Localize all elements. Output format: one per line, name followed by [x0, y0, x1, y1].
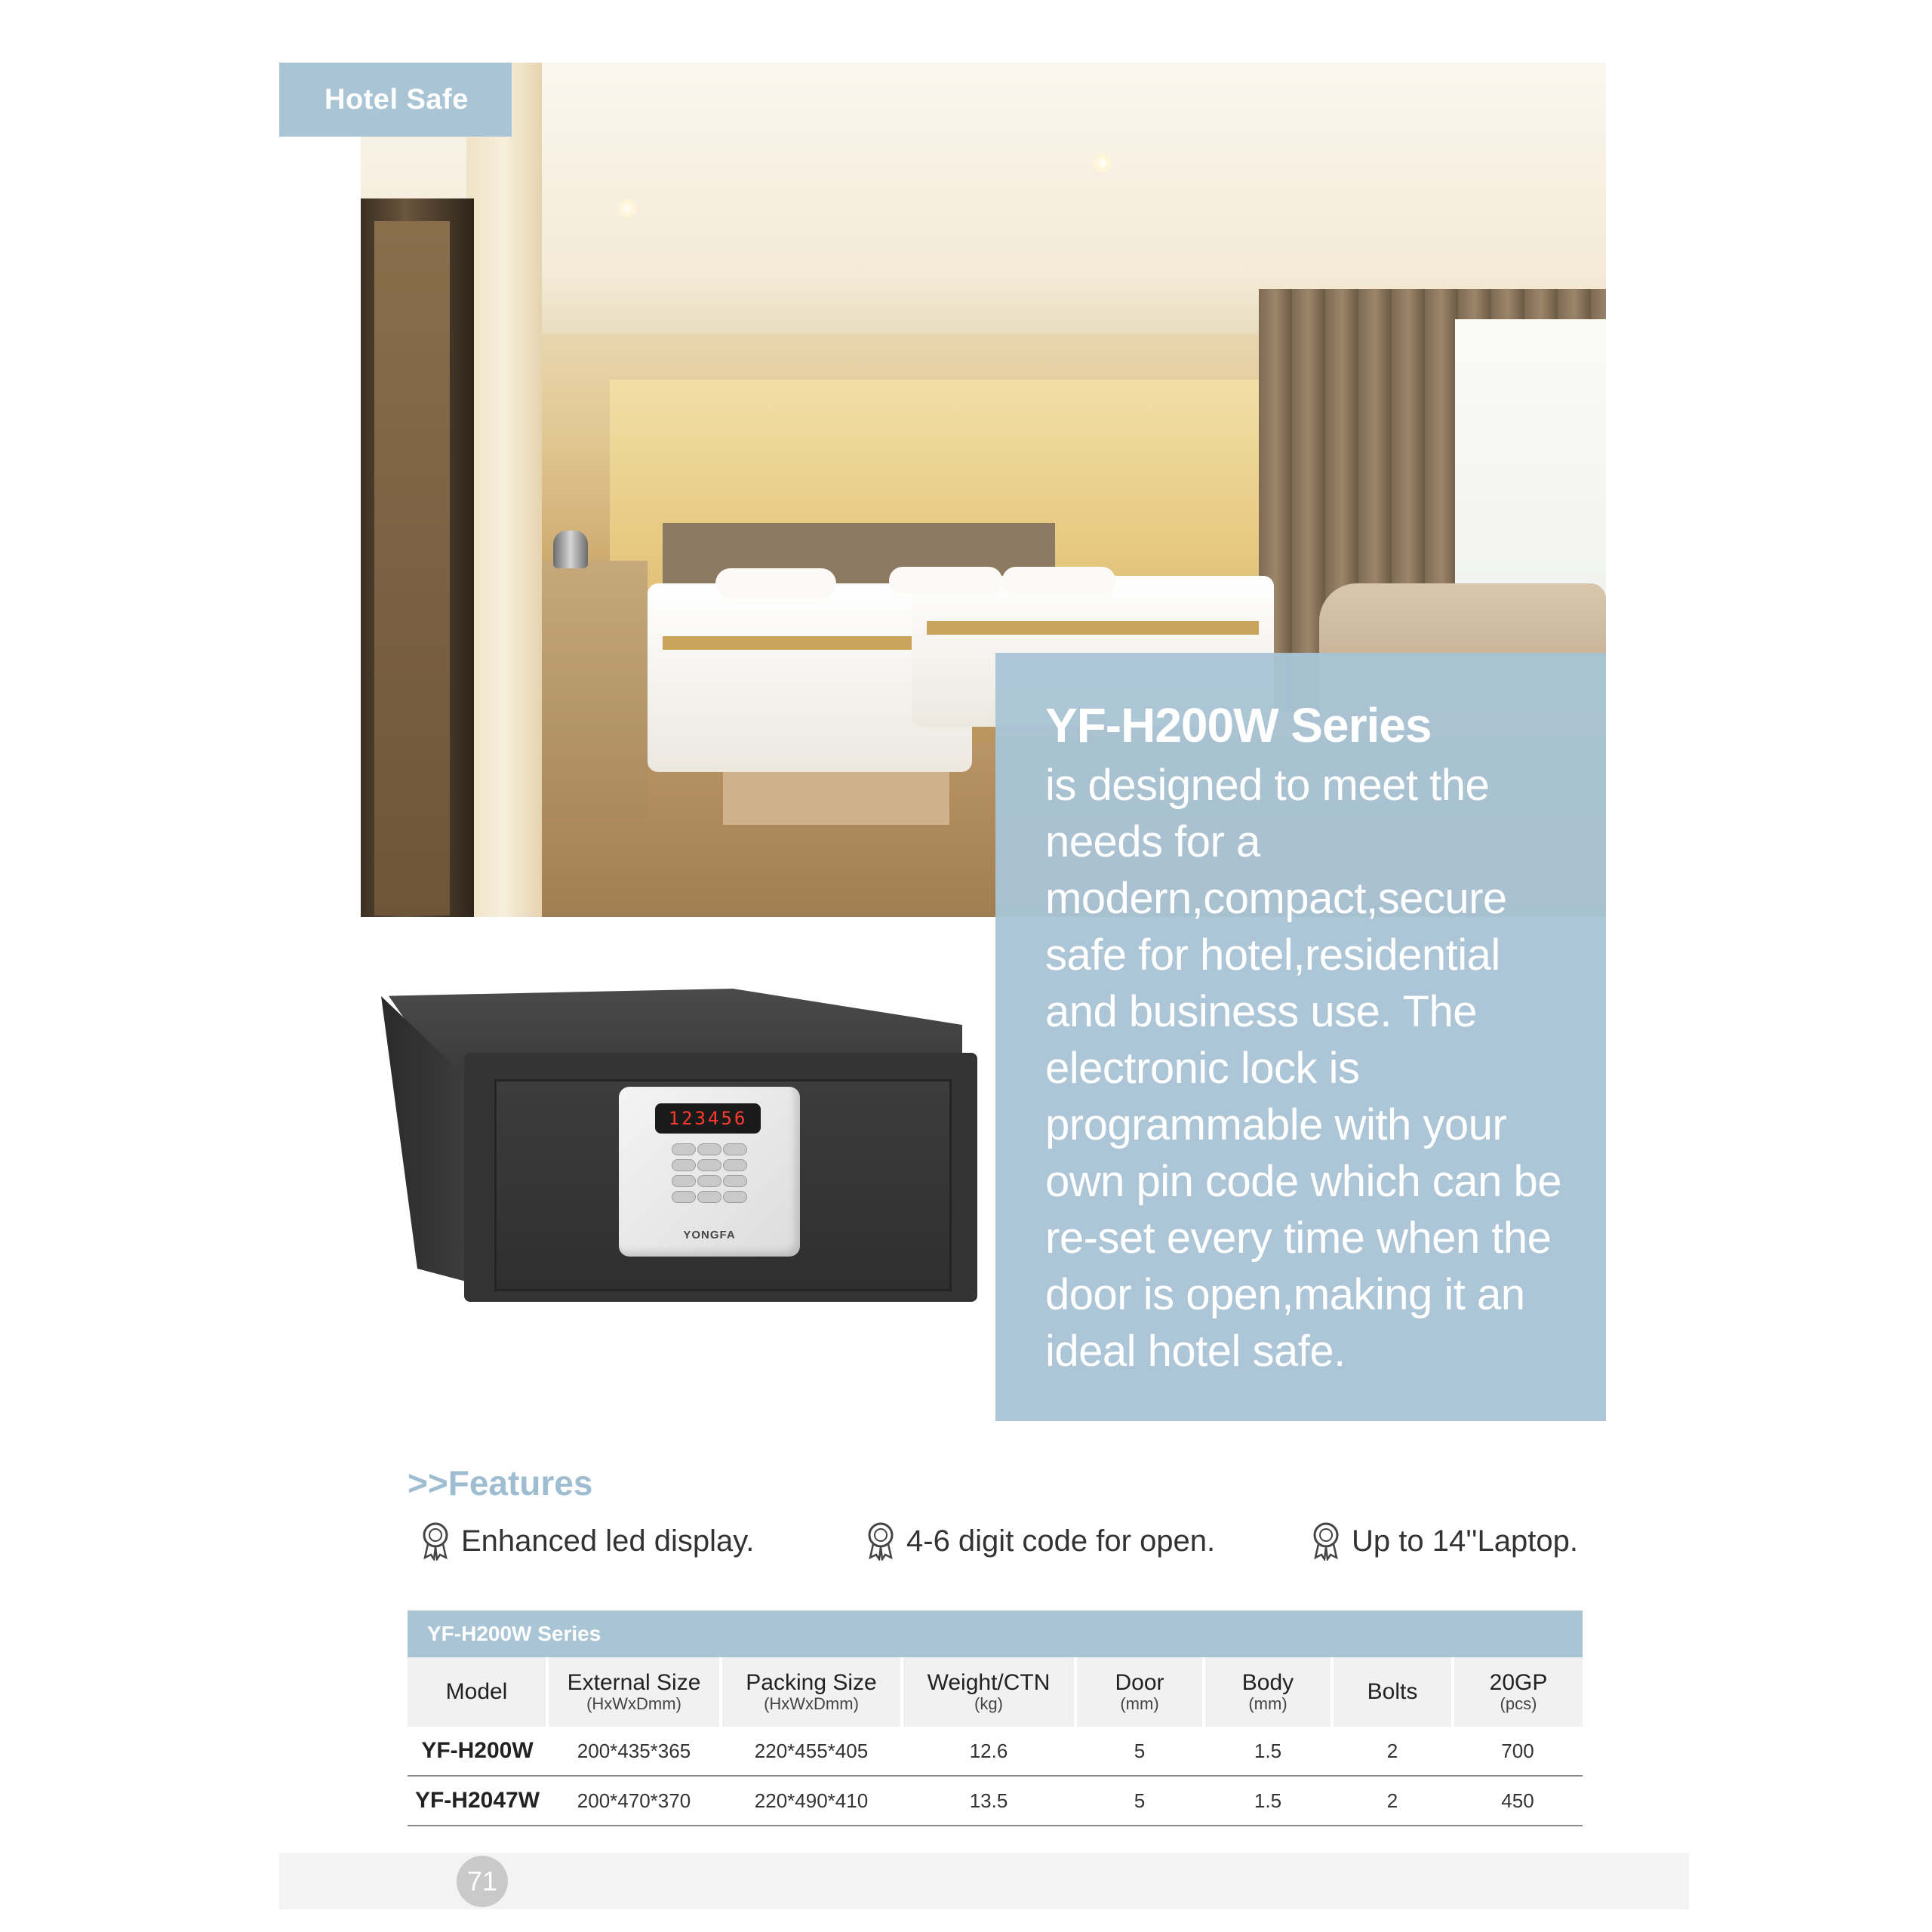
column-label: Weight/CTN: [927, 1670, 1051, 1695]
table-cell: 1.5: [1204, 1776, 1332, 1826]
door-frame: [361, 198, 474, 917]
column-label: Body: [1241, 1670, 1294, 1695]
column-label: Packing Size: [746, 1670, 877, 1695]
description-panel: [995, 653, 1606, 1421]
award-ribbon-icon: [1309, 1521, 1343, 1561]
column-unit: (HxWxDmm): [764, 1694, 859, 1713]
keypad-key: [672, 1143, 696, 1155]
column-header: [721, 1657, 902, 1727]
keypad-key: [672, 1159, 696, 1171]
column-unit: (HxWxDmm): [586, 1694, 681, 1713]
table-cell: 200*435*365: [547, 1727, 721, 1776]
kettle: [553, 531, 588, 568]
keypad-key: [723, 1143, 747, 1155]
hotel-safe-product: [381, 989, 977, 1309]
series-description: is designed to meet the needs for a modern,compact,secure safe for hotel,residential and business use. The electronic lock is programmable with your own pin code which can be re-set every time when the door is open,making it an ideal hotel safe.: [1045, 761, 1561, 1376]
spec-table: [408, 1611, 1583, 1826]
column-header: [408, 1657, 547, 1727]
table-cell: 12.6: [902, 1727, 1075, 1776]
keypad-key: [697, 1175, 721, 1187]
feature-item: [419, 1518, 754, 1564]
page-number: 71: [457, 1856, 508, 1907]
column-label: Bolts: [1367, 1679, 1418, 1704]
cabinet: [542, 561, 648, 817]
table-cell: 1.5: [1204, 1727, 1332, 1776]
safe-keypad: [619, 1087, 800, 1257]
feature-text: 4-6 digit code for open.: [906, 1524, 1216, 1558]
award-ribbon-icon: [864, 1521, 897, 1561]
category-tab-label: Hotel Safe: [325, 83, 469, 115]
column-header: [1204, 1657, 1332, 1727]
award-ribbon-icon: [419, 1521, 452, 1561]
keypad-key: [697, 1143, 721, 1155]
column-unit: (kg): [974, 1694, 1003, 1713]
column-unit: (pcs): [1500, 1694, 1537, 1713]
category-tab: [279, 63, 512, 137]
keypad-key: [723, 1175, 747, 1187]
spec-table-title: YF-H200W Series: [408, 1611, 1583, 1657]
table-cell-model: YF-H2047W: [408, 1776, 547, 1826]
brand-logo: YONGFA: [683, 1229, 736, 1241]
pillow: [889, 567, 1002, 594]
feature-text: Enhanced led display.: [461, 1524, 755, 1558]
column-unit: (mm): [1248, 1694, 1287, 1713]
keypad-key: [697, 1191, 721, 1203]
table-cell: 5: [1075, 1776, 1204, 1826]
wall-pillar: [466, 63, 542, 917]
column-header: [1453, 1657, 1583, 1727]
column-label: Model: [445, 1679, 508, 1704]
table-row: [408, 1727, 1583, 1776]
pillow: [715, 568, 836, 598]
table-cell: 2: [1332, 1727, 1453, 1776]
ceiling-light: [1093, 153, 1112, 173]
features-heading: >>Features: [408, 1463, 593, 1503]
table-cell: 2: [1332, 1776, 1453, 1826]
bed-runner: [927, 621, 1259, 635]
ceiling-light: [617, 198, 637, 218]
table-cell: 13.5: [902, 1776, 1075, 1826]
feature-item: [1309, 1518, 1578, 1564]
keypad-keys: [672, 1143, 747, 1203]
keypad-key: [723, 1159, 747, 1171]
column-unit: (mm): [1120, 1694, 1159, 1713]
table-row: [408, 1776, 1583, 1826]
column-header: [1075, 1657, 1204, 1727]
column-label: 20GP: [1489, 1670, 1548, 1695]
pillow: [1002, 567, 1115, 594]
table-cell: 700: [1453, 1727, 1583, 1776]
column-header: [547, 1657, 721, 1727]
keypad-key: [697, 1159, 721, 1171]
feature-text: Up to 14''Laptop.: [1352, 1524, 1578, 1558]
table-header-row: [408, 1657, 1583, 1727]
series-title: YF-H200W Series: [1045, 698, 1432, 752]
table-cell: 450: [1453, 1776, 1583, 1826]
feature-item: [864, 1518, 1215, 1564]
keypad-key: [723, 1191, 747, 1203]
table-cell: 5: [1075, 1727, 1204, 1776]
column-header: [1332, 1657, 1453, 1727]
keypad-key: [672, 1175, 696, 1187]
led-display: 123456: [655, 1103, 761, 1134]
spec-table-grid: [408, 1657, 1583, 1826]
column-header: [902, 1657, 1075, 1727]
table-cell-model: YF-H200W: [408, 1727, 547, 1776]
keypad-key: [672, 1191, 696, 1203]
column-label: External Size: [567, 1670, 701, 1695]
table-cell: 220*490*410: [721, 1776, 902, 1826]
column-label: Door: [1115, 1670, 1164, 1695]
table-cell: 220*455*405: [721, 1727, 902, 1776]
table-cell: 200*470*370: [547, 1776, 721, 1826]
